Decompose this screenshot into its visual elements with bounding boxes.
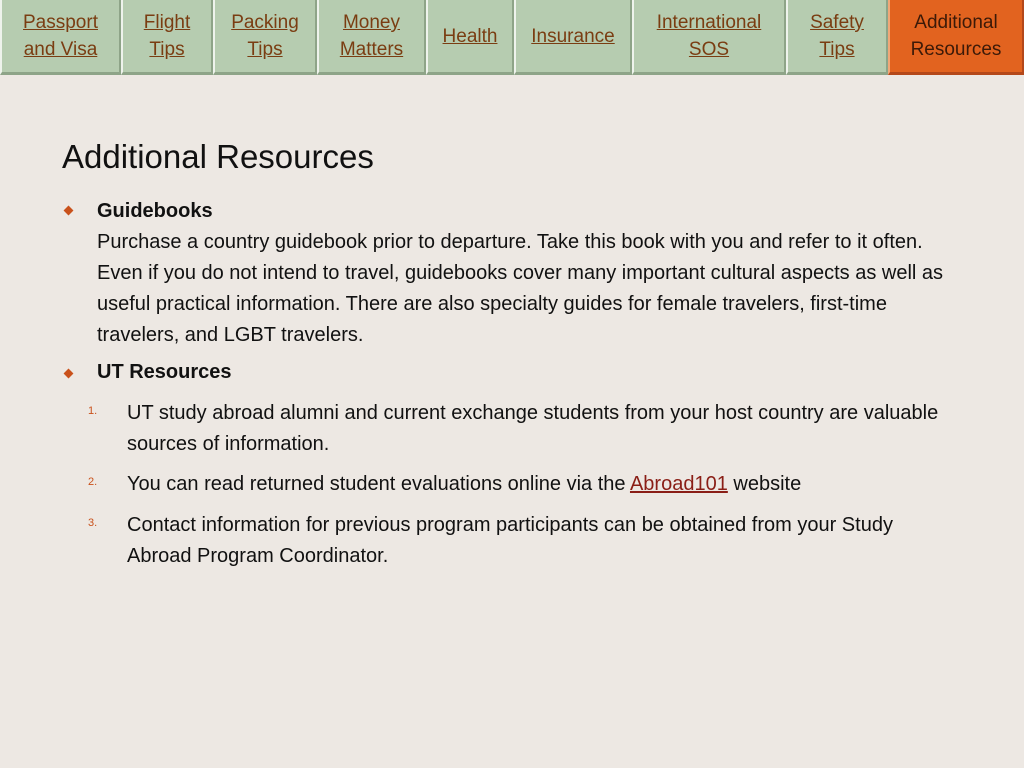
tab-insurance[interactable]: [514, 0, 632, 75]
tab-safety-tips[interactable]: [786, 0, 888, 75]
tab-passport-and-visa[interactable]: [0, 0, 121, 75]
diamond-bullet-icon: [64, 206, 74, 216]
tab-label: Safety Tips: [810, 12, 864, 60]
tab-label: Money Matters: [339, 12, 404, 60]
list-number: 1.: [88, 405, 98, 417]
tab-health[interactable]: [426, 0, 514, 75]
list-item-text: UT study abroad alumni and current exchange students from your host country are valuable sources of information.: [127, 402, 939, 455]
tab-label: Flight Tips: [143, 12, 191, 60]
list-item-text-after: website: [727, 473, 802, 495]
tab-label: Packing Tips: [231, 12, 299, 60]
top-navigation: [0, 0, 1024, 78]
guidebooks-text: [97, 196, 947, 351]
list-item-text: Contact information for previous program participants can be obtained from your Study Abroad Program Coordinator.: [127, 514, 893, 567]
guidebooks-heading: Guidebooks: [97, 200, 213, 222]
tab-label: Insurance: [531, 25, 615, 47]
tab-international-sos[interactable]: [632, 0, 786, 75]
list-number: 2.: [88, 476, 98, 488]
page-title: Additional Resources: [62, 138, 374, 175]
diamond-bullet-icon: [64, 369, 74, 379]
tab-money-matters[interactable]: [317, 0, 426, 75]
tab-label: International SOS: [656, 12, 762, 60]
tab-additional-resources[interactable]: [888, 0, 1024, 75]
list-item-text: [127, 469, 957, 500]
tab-flight-tips[interactable]: [121, 0, 213, 75]
tab-packing-tips[interactable]: [213, 0, 317, 75]
list-item-text-before: You can read returned student evaluations online via the: [127, 473, 630, 495]
tab-label: Health: [442, 25, 498, 47]
tab-label: Additional Resources: [910, 12, 1002, 60]
ut-resources-heading: UT Resources: [97, 361, 232, 383]
ut-resources-text: [97, 357, 947, 388]
tab-label: Passport and Visa: [23, 12, 98, 60]
abroad101-link[interactable]: Abroad101: [629, 473, 728, 495]
list-number: 3.: [88, 517, 98, 529]
guidebooks-body: Purchase a country guidebook prior to departure. Take this book with you and refer to it often. Even if you do not intend to travel, guidebooks cover many important cultural aspects as well as useful practical information. There are also specialty guides for female travelers, first-time travelers, and LGBT travelers.: [97, 231, 944, 346]
